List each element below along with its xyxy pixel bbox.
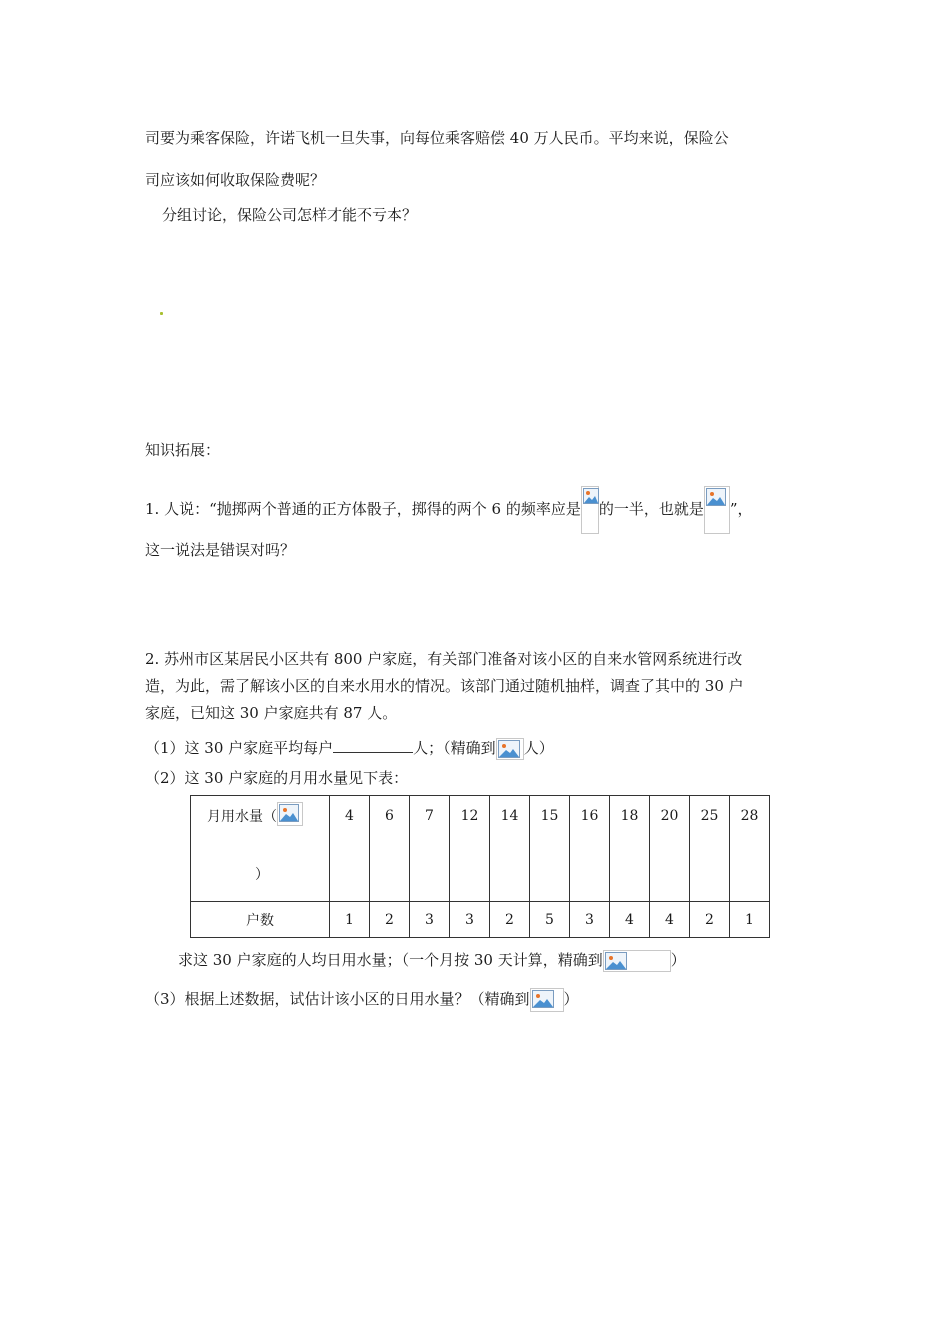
usage-cell: 14 <box>490 796 530 902</box>
problem-2-line-1: 2. 苏州市区某居民小区共有 800 户家庭，有关部门准备对该小区的自来水管网系统进行改 <box>145 650 743 668</box>
sub-question-2: （2）这 30 户家庭的月用水量见下表： <box>145 769 409 787</box>
calc-text-b: ） <box>670 951 686 969</box>
households-cell: 3 <box>450 902 490 938</box>
usage-header-label: 月用水量（ <box>207 809 277 825</box>
households-cell: 4 <box>610 902 650 938</box>
water-usage-table <box>190 795 770 938</box>
problem-2-line-2: 造，为此，需了解该小区的自来水用水的情况。该部门通过随机抽样，调查了其中的 30 户 <box>145 677 744 695</box>
usage-cell: 7 <box>410 796 450 902</box>
usage-cell: 12 <box>450 796 490 902</box>
households-cell: 2 <box>370 902 410 938</box>
sub-question-1 <box>145 738 554 760</box>
households-cell: 3 <box>410 902 450 938</box>
usage-header-close: ） <box>255 867 269 883</box>
usage-cell: 18 <box>610 796 650 902</box>
broken-image-icon <box>704 486 730 534</box>
sub-question-1-text-a: （1）这 30 户家庭平均每户 <box>145 739 334 757</box>
broken-image-icon <box>530 988 564 1012</box>
households-cell: 1 <box>730 902 770 938</box>
households-cell: 2 <box>690 902 730 938</box>
question-1-line-1 <box>145 486 753 534</box>
usage-cell: 4 <box>330 796 370 902</box>
intro-line-1: 司要为乘客保险，许诺飞机一旦失事，向每位乘客赔偿 40 万人民币。平均来说，保险公 <box>145 129 729 147</box>
sub-question-1-text-b: 人；（精确到 <box>413 739 496 757</box>
households-cell: 4 <box>650 902 690 938</box>
usage-cell: 6 <box>370 796 410 902</box>
broken-image-icon <box>581 486 599 534</box>
households-cell: 3 <box>570 902 610 938</box>
broken-image-icon <box>277 802 303 826</box>
households-header-cell: 户数 <box>191 902 330 938</box>
sub-question-3-text-b: ） <box>563 990 579 1008</box>
usage-header-cell <box>191 796 330 902</box>
usage-cell: 28 <box>730 796 770 902</box>
question-1-line-2: 这一说法是错误对吗？ <box>145 541 296 559</box>
calc-text-a: 求这 30 户家庭的人均日用水量；（一个月按 30 天计算，精确到 <box>178 951 603 969</box>
households-cell: 1 <box>330 902 370 938</box>
knowledge-heading: 知识拓展： <box>145 441 221 459</box>
households-cell: 2 <box>490 902 530 938</box>
usage-cell: 20 <box>650 796 690 902</box>
sub-question-3 <box>145 988 579 1012</box>
question-1-text-a: 1. 人说：“抛掷两个普通的正方体骰子，掷得的两个 6 的频率应是 <box>145 500 581 518</box>
usage-cell: 25 <box>690 796 730 902</box>
table-row <box>191 796 770 902</box>
problem-2-line-3: 家庭，已知这 30 户家庭共有 87 人。 <box>145 704 398 722</box>
intro-line-3: 分组讨论，保险公司怎样才能不亏本？ <box>162 206 418 224</box>
sub-question-3-text-a: （3）根据上述数据，试估计该小区的日用水量？（精确到 <box>145 990 530 1008</box>
answer-blank[interactable] <box>333 738 413 753</box>
calc-line <box>178 950 686 972</box>
sub-question-1-text-c: 人） <box>523 739 554 757</box>
table-row <box>191 902 770 938</box>
intro-line-2: 司应该如何收取保险费呢？ <box>145 171 326 189</box>
usage-cell: 15 <box>530 796 570 902</box>
question-1-text-c: ”， <box>729 500 753 518</box>
usage-cell: 16 <box>570 796 610 902</box>
stray-mark <box>160 312 163 315</box>
broken-image-icon <box>496 738 524 760</box>
households-cell: 5 <box>530 902 570 938</box>
question-1-text-b: 的一半，也就是 <box>598 500 704 518</box>
broken-image-icon <box>603 950 671 972</box>
